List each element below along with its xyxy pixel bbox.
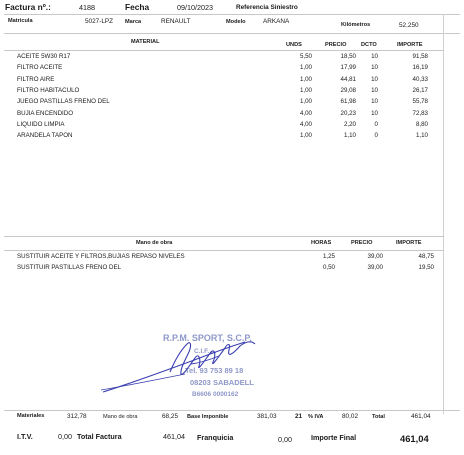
amount-cell: 26,17 — [412, 86, 428, 94]
plate-label: Matricula — [8, 18, 33, 24]
units-cell: 1,00 — [299, 75, 312, 83]
itv-label: I.T.V. — [17, 432, 33, 441]
brand-label: Marca — [125, 19, 142, 25]
labor-name-cell: SUSTITUIR ACEITE Y FILTROS,BUJIAS REPASO NIVELES — [17, 253, 185, 260]
discount-cell: 10 — [371, 75, 378, 83]
discount-cell: 0 — [374, 132, 378, 140]
material-name-cell: JUEGO PASTILLAS FRENO DEL — [17, 98, 110, 106]
labor-row — [0, 253, 464, 264]
discount-cell: 0 — [374, 120, 378, 128]
material-name-cell: BUJIA ENCENDIDO — [17, 109, 74, 117]
labor-amount-column-header: IMPORTE — [396, 240, 422, 246]
units-column-header: UNDS — [286, 42, 302, 48]
date-value: 09/10/2023 — [177, 3, 213, 12]
deductible-value: 0,00 — [278, 435, 292, 444]
material-row — [0, 98, 464, 109]
invoice-total-label: Total Factura — [77, 432, 122, 441]
total-value: 461,04 — [411, 413, 431, 420]
amount-column-header: IMPORTE — [397, 42, 423, 48]
material-name-cell: FILTRO ACEITE — [17, 64, 63, 72]
amount-cell: 55,78 — [412, 98, 428, 106]
hours-cell: 1,25 — [322, 253, 335, 260]
materials-total-value: 312,78 — [67, 413, 87, 420]
brand-value: RENAULT — [161, 18, 191, 25]
hours-column-header: HORAS — [311, 240, 332, 246]
amount-cell: 8,80 — [415, 120, 428, 128]
units-cell: 1,00 — [299, 132, 312, 140]
amount-cell: 1,10 — [415, 132, 428, 140]
price-cell: 1,10 — [343, 132, 356, 140]
labor-column-header: Mano de obra — [136, 240, 173, 246]
material-row — [0, 121, 464, 132]
units-cell: 4,00 — [299, 120, 312, 128]
price-column-header: PRECIO — [325, 42, 347, 48]
price-cell: 17,99 — [340, 64, 356, 72]
model-label: Modelo — [226, 19, 246, 25]
material-name-cell: LIQUIDO LIMPIA — [17, 120, 65, 128]
claim-reference-label: Referencia Siniestro — [236, 4, 298, 11]
units-cell: 5,50 — [299, 53, 312, 60]
vat-label: % IVA — [308, 414, 324, 420]
materials-total-label: Materiales — [17, 413, 45, 419]
labor-row — [0, 264, 464, 275]
labor-amount-cell: 48,75 — [418, 253, 434, 260]
vat-rate-value: 21 — [295, 413, 303, 420]
stamp-line-phone: Tel. 93 753 89 18 — [185, 366, 244, 375]
header-divider-top — [4, 14, 460, 15]
kilometers-value: 52.250 — [399, 22, 419, 29]
totals-top-divider — [4, 410, 460, 411]
amount-cell: 40,33 — [412, 75, 428, 83]
invoice-number-value: 4188 — [79, 3, 95, 12]
material-name-cell: FILTRO AIRE — [17, 75, 55, 83]
amount-cell: 72,83 — [412, 109, 428, 117]
model-value: ARKANA — [263, 18, 290, 25]
material-row — [0, 87, 464, 98]
price-cell: 61,98 — [340, 98, 356, 106]
stamp-line-code: B6606 0000162 — [192, 391, 239, 398]
labor-header-divider — [4, 250, 444, 251]
header-divider-bottom — [4, 33, 460, 34]
hours-cell: 0,50 — [322, 264, 335, 272]
units-cell: 1,00 — [299, 98, 312, 106]
stamp-line-cif: C.I.F. ... — [194, 348, 217, 355]
labor-amount-cell: 19,50 — [418, 264, 434, 272]
material-name-cell: ARANDELA TAPON — [17, 132, 73, 140]
plate-value: 5027-LPZ — [85, 18, 114, 25]
invoice-number-label: Factura nº.: — [5, 2, 51, 12]
material-row — [0, 110, 464, 121]
date-label: Fecha — [125, 2, 150, 12]
itv-value: 0,00 — [58, 432, 72, 441]
material-row — [0, 76, 464, 87]
material-name-cell: ACEITE 5W30 R17 — [17, 53, 71, 60]
deductible-label: Franquicia — [197, 433, 234, 442]
total-label: Total — [372, 414, 385, 420]
price-cell: 20,23 — [340, 109, 356, 117]
discount-column-header: DCTO — [361, 42, 377, 48]
material-row — [0, 64, 464, 75]
handwritten-signature — [95, 330, 285, 400]
material-row — [0, 132, 464, 143]
stamp-line-city: 08203 SABADELL — [190, 378, 254, 387]
labor-price-cell: 39,00 — [367, 264, 383, 272]
final-amount-label: Importe Final — [311, 433, 357, 442]
discount-cell: 10 — [371, 53, 378, 60]
price-cell: 44,81 — [340, 75, 356, 83]
price-cell: 2,20 — [343, 120, 356, 128]
material-name-cell: FILTRO HABITACULO — [17, 86, 80, 94]
material-row — [0, 53, 464, 64]
kilometers-label: Kilómetros — [341, 22, 371, 28]
labor-price-cell: 39,00 — [367, 253, 383, 260]
labor-top-divider — [4, 236, 444, 237]
labor-total-value: 68,25 — [162, 413, 178, 420]
amount-cell: 91,58 — [412, 53, 428, 60]
tax-base-label: Base Imponible — [187, 414, 229, 420]
vat-value: 80,02 — [342, 413, 358, 420]
discount-cell: 10 — [371, 64, 378, 72]
materials-header-divider — [4, 50, 444, 51]
price-cell: 29,08 — [340, 86, 356, 94]
price-cell: 18,50 — [340, 53, 356, 60]
amount-cell: 16,19 — [412, 64, 428, 72]
units-cell: 1,00 — [299, 86, 312, 94]
labor-total-label: Mano de obra — [103, 414, 138, 420]
discount-cell: 10 — [371, 98, 378, 106]
discount-cell: 10 — [371, 109, 378, 117]
units-cell: 4,00 — [299, 109, 312, 117]
units-cell: 1,00 — [299, 64, 312, 72]
discount-cell: 10 — [371, 86, 378, 94]
final-amount-value: 461,04 — [400, 433, 429, 444]
labor-name-cell: SUSTITUIR PASTILLAS FRENO DEL — [17, 264, 122, 272]
tax-base-value: 381,03 — [257, 413, 277, 420]
invoice-total-value: 461,04 — [163, 432, 185, 441]
material-column-header: MATERIAL — [131, 39, 160, 45]
stamp-line-company: R.P.M. SPORT, S.C.P. — [163, 333, 252, 343]
labor-price-column-header: PRECIO — [351, 240, 373, 246]
